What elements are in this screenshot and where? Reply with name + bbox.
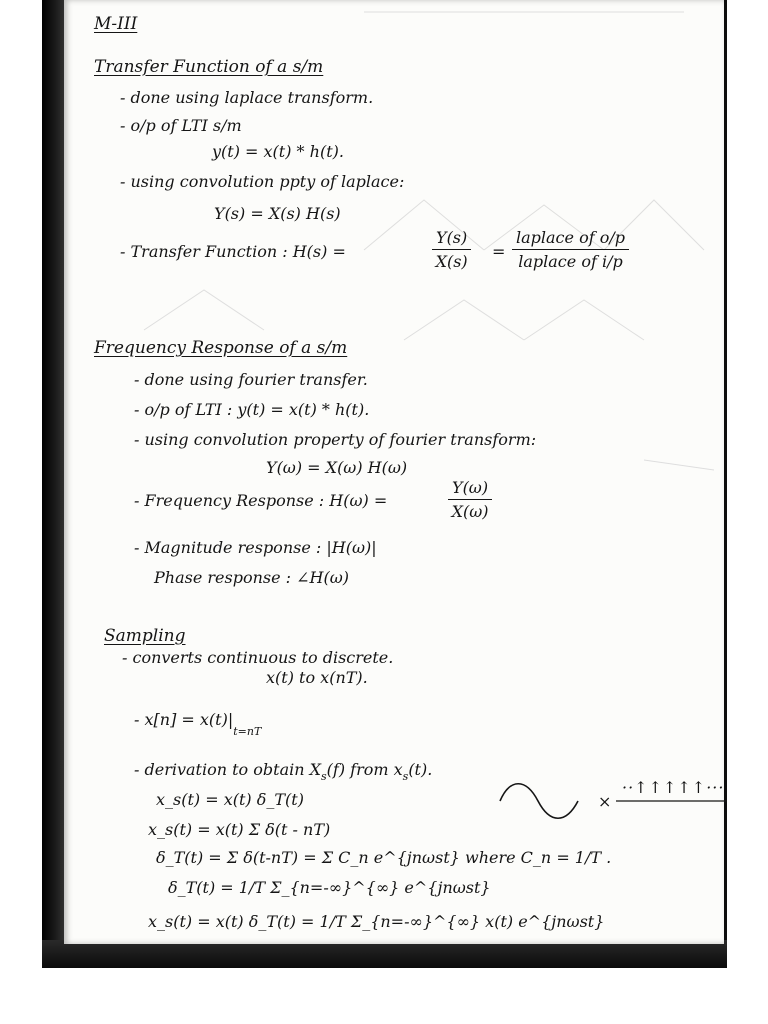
frequency-fraction bbox=[448, 478, 492, 521]
sampling-heading: Sampling bbox=[104, 626, 186, 646]
sampling-line-3-subscript: t=nT bbox=[233, 725, 262, 738]
sampling-eq-2: x_s(t) = x(t) Σ δ(t - nT) bbox=[148, 820, 331, 839]
module-heading bbox=[94, 14, 137, 34]
transfer-equals: = bbox=[492, 242, 506, 261]
sine-wave-sketch bbox=[498, 780, 580, 822]
transfer-line-2: - o/p of LTI s/m bbox=[120, 116, 242, 135]
sampling-line-1: - converts continuous to discrete. bbox=[122, 648, 394, 667]
sampling-eq-5: x_s(t) = x(t) δ_T(t) = 1/T Σ_{n=-∞}^{∞} x(t) e^{jnωst} bbox=[148, 912, 605, 931]
sampling-line-4: - derivation to obtain $X_s(f)$ from $x_s(t)$. bbox=[134, 760, 433, 783]
transfer-fraction-den: X(s) bbox=[435, 252, 468, 271]
transfer-fraction-num: Y(s) bbox=[432, 228, 471, 250]
frequency-line-4: Y(ω) = X(ω) H(ω) bbox=[266, 458, 408, 477]
sampling-line-2: x(t) to x(nT). bbox=[266, 668, 368, 687]
image-margin-right bbox=[727, 0, 768, 1024]
frequency-heading: Frequency Response of a s/m bbox=[94, 338, 348, 358]
transfer-fraction bbox=[432, 228, 471, 271]
frequency-response-label: - Frequency Response : H(ω) = bbox=[134, 491, 388, 510]
transfer-fraction-words bbox=[512, 228, 629, 271]
sampling-eq-3: δ_T(t) = Σ δ(t-nT) = Σ C_n e^{jnωst} where C_n = 1/T . bbox=[156, 848, 612, 867]
notebook-page bbox=[64, 0, 724, 944]
notebook bbox=[42, 0, 727, 968]
transfer-line-4: - using convolution ppty of laplace: bbox=[120, 172, 405, 191]
transfer-line-5: Y(s) = X(s) H(s) bbox=[214, 204, 341, 223]
frequency-line-3: - using convolution property of fourier transform: bbox=[134, 430, 537, 449]
transfer-fraction-words-den: laplace of i/p bbox=[518, 252, 623, 271]
sampling-line-3: - $x[n] = x(t)|_{t=nT}$ bbox=[134, 710, 262, 738]
multiply-sign: × bbox=[598, 792, 612, 811]
transfer-fraction-words-num: laplace of o/p bbox=[512, 228, 629, 250]
module-label: M-III bbox=[94, 14, 138, 34]
impulse-train-axis bbox=[616, 798, 727, 804]
frequency-line-1: - done using fourier transfer. bbox=[134, 370, 368, 389]
transfer-line-3: y(t) = x(t) * h(t). bbox=[212, 142, 344, 161]
transfer-function-label: - Transfer Function : H(s) = bbox=[120, 242, 346, 261]
transfer-heading: Transfer Function of a s/m bbox=[94, 57, 324, 77]
transfer-line-1: - done using laplace transform. bbox=[120, 88, 374, 107]
image-margin-left bbox=[0, 0, 42, 1024]
sampling-eq-1: x_s(t) = x(t) δ_T(t) bbox=[156, 790, 304, 809]
frequency-line-2: - o/p of LTI : y(t) = x(t) * h(t). bbox=[134, 400, 370, 419]
frequency-fraction-num: Y(ω) bbox=[448, 478, 492, 500]
image-margin-bottom bbox=[0, 968, 768, 1024]
impulse-train-sketch: ··↑↑↑↑↑··· bbox=[622, 778, 725, 797]
bottom-shadow bbox=[42, 940, 727, 968]
sampling-eq-4: δ_T(t) = 1/T Σ_{n=-∞}^{∞} e^{jnωst} bbox=[168, 878, 491, 897]
frequency-fraction-den: X(ω) bbox=[451, 502, 489, 521]
phase-response: Phase response : ∠H(ω) bbox=[154, 568, 350, 587]
magnitude-response: - Magnitude response : |H(ω)| bbox=[134, 538, 377, 557]
